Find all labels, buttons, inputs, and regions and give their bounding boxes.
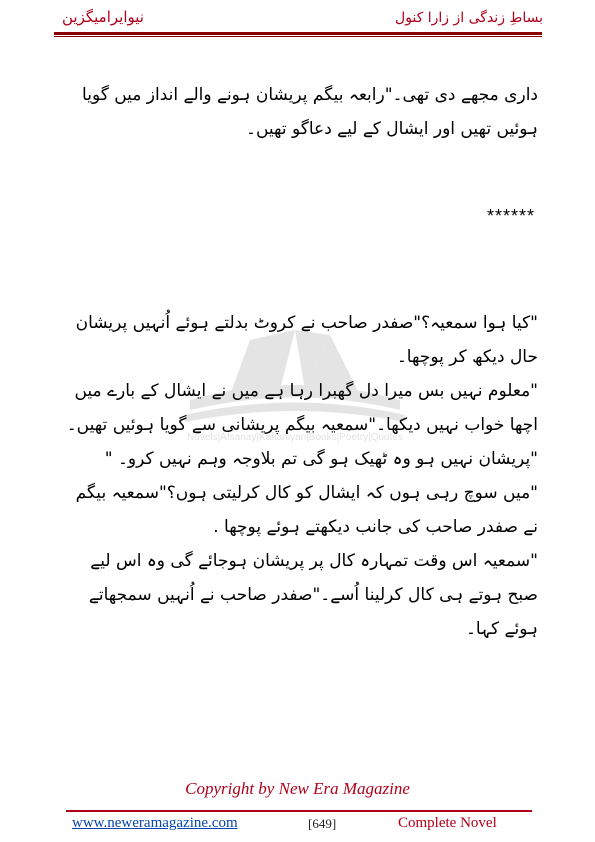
copyright-notice: Copyright by New Era Magazine	[185, 779, 410, 798]
page-footer	[0, 815, 595, 837]
paragraph-intro	[60, 78, 538, 146]
dialogue-line-2: "معلوم نہیں بس میرا دل گھبرا رہا ہے میں نے ایشال کے بارے میں اچھا خواب نہیں دیکھا۔"سمعیہ بیگم پریشانی سے گویا ہوئیں تھیں۔	[66, 381, 538, 435]
dialogue-line-5: "سمعیہ اس وقت تمہارہ کال پر پریشان ہوجائے گی وہ اس لیے صبح ہوتے ہی کال کرلینا اُسے۔"صفدر صاحب نے اُنہیں سمجھاتے ہوئے کہا۔	[88, 551, 538, 639]
magazine-name: نیوایرامیگزین	[62, 8, 144, 26]
story-title-author: بساطِ زندگی از زارا کنول	[395, 10, 543, 26]
paragraph-text: داری مجھے دی تھی۔"رابعہ بیگم پریشان ہونے والے انداز میں گویا ہوئیں تھیں اور ایشال کے لیے دعاگو تھیں۔	[82, 85, 538, 139]
watermark-text: Novels|Afsanay|Kahaniyan|Books|Poetry|Quotes	[187, 432, 403, 443]
page-number: [649]	[308, 816, 337, 831]
footer-rule	[66, 810, 532, 812]
header-rule	[54, 32, 542, 35]
dialogue-line-4: "میں سوچ رہی ہوں کہ ایشال کو کال کرلیتی ہوں؟"سمعیہ بیگم نے صفدر صاحب کی جانب دیکھتے ہوئے پوچھا .	[75, 483, 538, 537]
dialogue-line-1: "کیا ہوا سمعیہ؟"صفدر صاحب نے کروٹ بدلتے ہوئے اُنہیں پریشان حال دیکھ کر پوچھا۔	[75, 313, 538, 367]
novel-type-label: Complete Novel	[398, 815, 497, 831]
section-separator: ******	[486, 206, 535, 226]
dialogue-block	[60, 306, 538, 646]
website-link[interactable]: www.neweramagazine.com	[72, 815, 238, 831]
dialogue-line-3: "پریشان نہیں ہو وہ ٹھیک ہو گی تم بلاوجہ وہم نہیں کرو۔ "	[104, 449, 538, 469]
page-header	[0, 4, 595, 34]
header-rule-thin	[54, 36, 542, 37]
